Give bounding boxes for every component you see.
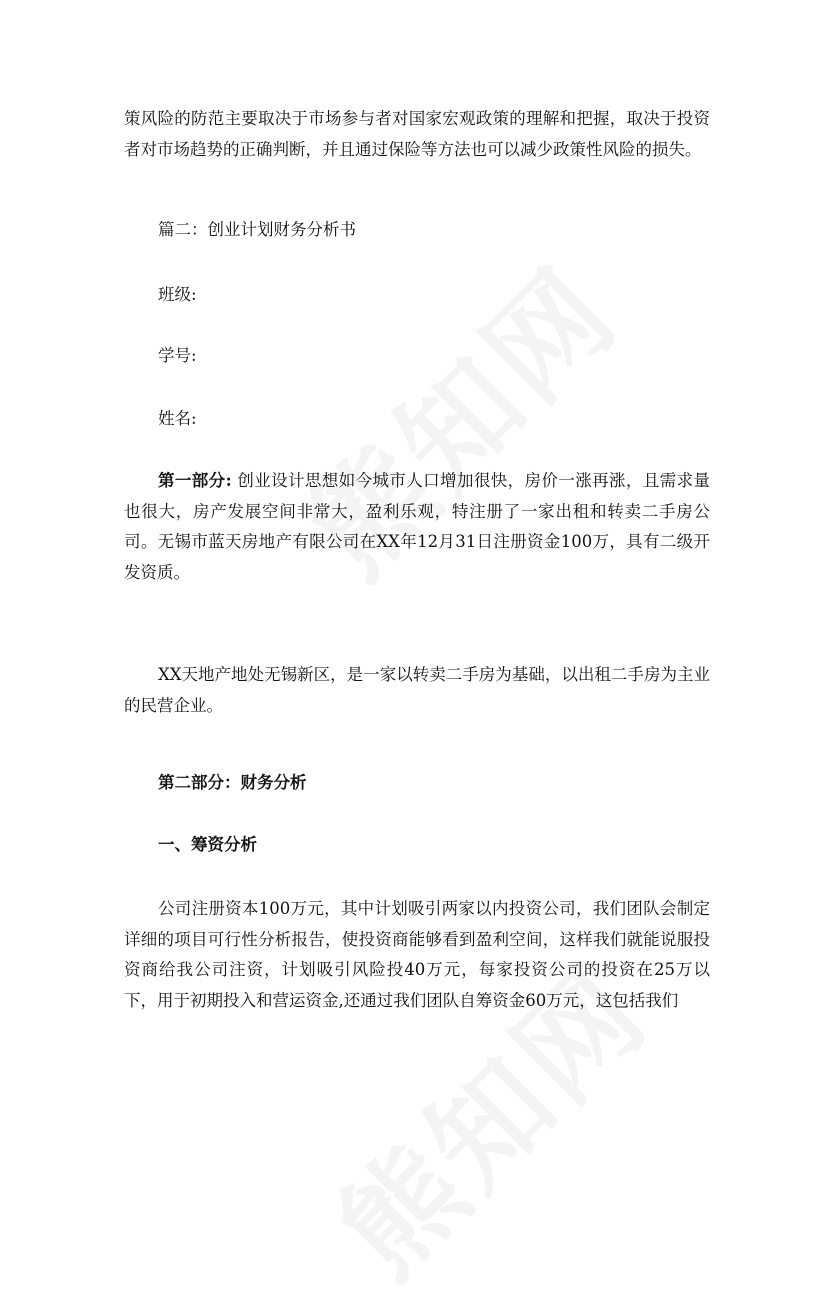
intro-paragraph: 策风险的防范主要取决于市场参与者对国家宏观政策的理解和把握，取决于投资者对市场趋势的正确判断，并且通过保险等方法也可以减少政策性风险的损失。: [124, 109, 710, 159]
student-id-field: 学号:: [158, 346, 197, 365]
class-field: 班级:: [158, 285, 197, 304]
part1-label: 第一部分:: [158, 471, 232, 490]
funding-subheading: 一、筹资分析: [158, 835, 257, 854]
part2-heading: 第二部分：财务分析: [158, 773, 307, 792]
part1-text: 创业设计思想如今城市人口增加很快，房价一涨再涨，且需求量也很大，房产发展空间非常大，盈利乐观，特注册了一家出租和转卖二手房公司。无锡市蓝天房地产有限公司在XX年12月31日注册资金100万，具有二级开发资质。: [124, 471, 711, 582]
company-paragraph: XX天地产地处无锡新区，是一家以转卖二手房为基础，以出租二手房为主业的民营企业。: [124, 665, 710, 715]
name-field: 姓名:: [158, 409, 197, 428]
funding-paragraph: 公司注册资本100万元，其中计划吸引两家以内投资公司，我们团队会制定详细的项目可行性分析报告，使投资商能够看到盈利空间，这样我们就能说服投资商给我公司注资，计划吸引风险投40万元，每家投资公司的投资在25万以下，用于初期投入和营运资金,还通过我们团队自筹资金60万元，这包括我们: [124, 899, 710, 1010]
part1-paragraph: [124, 466, 710, 588]
section-heading: 篇二：创业计划财务分析书: [158, 220, 356, 239]
